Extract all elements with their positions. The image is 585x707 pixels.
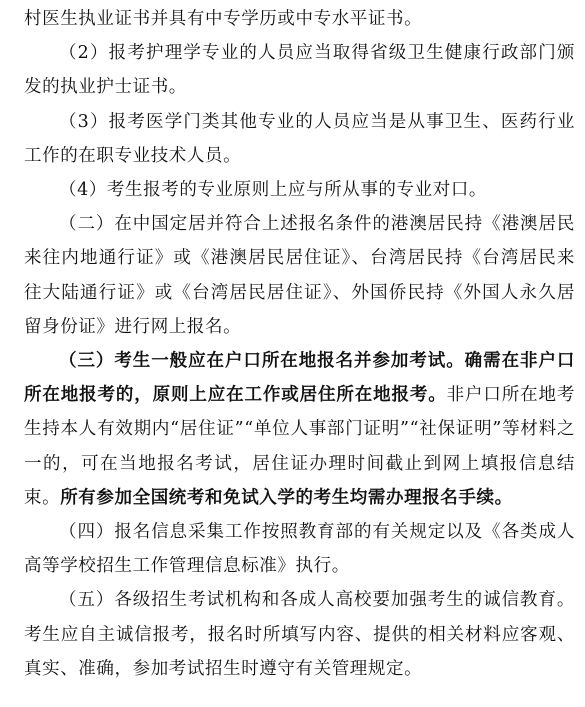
paragraph-text: 村医生执业证书并具有中专学历或中专水平证书。: [24, 9, 423, 29]
paragraph-medical-requirement: [24, 105, 575, 173]
paragraph-info-collection: [24, 515, 575, 583]
paragraph-bold-text: 所有参加全国统考和免试入学的考生均需办理报名手续。: [60, 487, 513, 508]
paragraph-continuation: [24, 2, 575, 36]
paragraph-text: （3）报考医学门类其他专业的人员应当是从事卫生、医药行业工作的在职专业技术人员。: [24, 111, 575, 166]
paragraph-nursing-requirement: [24, 36, 575, 104]
paragraph-text: （2）报考护理学专业的人员应当取得省级卫生健康行政部门颁发的执业护士证书。: [24, 43, 575, 98]
paragraph-bold-text: （三）考生一般应在户口所在地报名并参加考试。确需在非户口所在地报考的，原则上应在工作或居住所在地报考。: [24, 351, 575, 406]
paragraph-text: 非户口所在地考生持本人有效期内“居住证”“单位人事部门证明”“社保证明”等材料之一的，可在当地报名考试，居住证办理时间截止到网上填报信息结束。: [24, 385, 575, 508]
document-body: [24, 2, 575, 686]
paragraph-integrity: [24, 583, 575, 686]
paragraph-text: （五）各级招生考试机构和各成人高校要加强考生的诚信教育。考生应自主诚信报考，报名时所填写内容、提供的相关材料应客观、真实、准确，参加考试招生时遵守有关管理规定。: [24, 590, 575, 679]
paragraph-hk-macao-taiwan: [24, 207, 575, 344]
paragraph-text: （4）考生报考的专业原则上应与所从事的专业对口。: [59, 180, 488, 201]
paragraph-registration-location: [24, 344, 575, 515]
paragraph-major-match: [24, 173, 575, 207]
paragraph-text: （二）在中国定居并符合上述报名条件的港澳居民持《港澳居民来往内地通行证》或《港澳居民居住证》、台湾居民持《台湾居民来往大陆通行证》或《台湾居民居住证》、外国侨民持《外国人永久居留身份证》进行网上报名。: [24, 214, 575, 337]
paragraph-text: （四）报名信息采集工作按照教育部的有关规定以及《各类成人高等学校招生工作管理信息标准》执行。: [24, 522, 575, 577]
